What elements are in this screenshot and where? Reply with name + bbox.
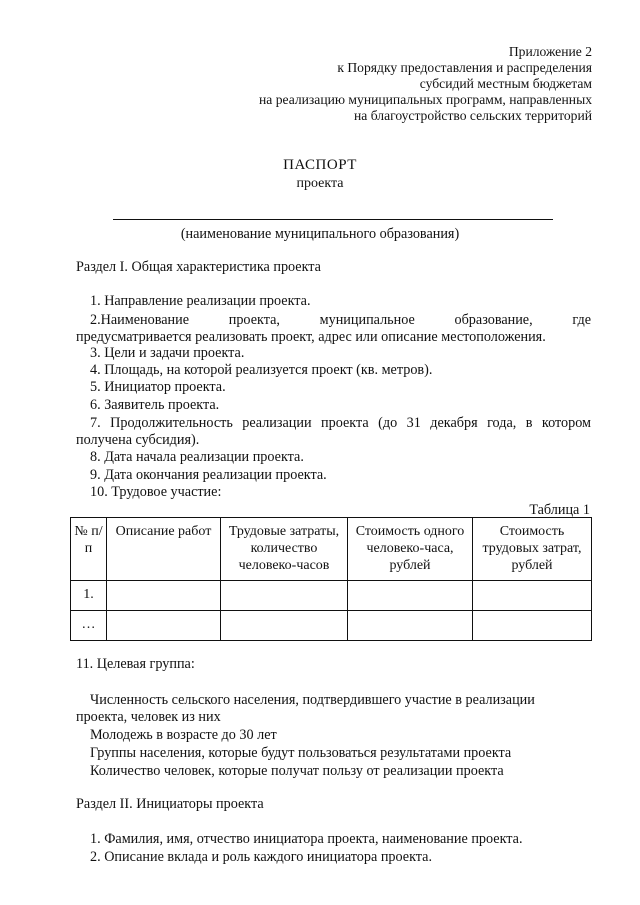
item-text: 6. Заявитель проекта.	[90, 397, 220, 413]
list-item	[76, 484, 591, 501]
list-item	[76, 379, 591, 396]
target-group-heading: 11. Целевая группа:	[76, 656, 195, 672]
list-item	[76, 312, 591, 346]
cell-num: 1.	[71, 581, 107, 611]
appendix-line: к Порядку предоставления и распределения	[337, 60, 592, 75]
cell-total-cost	[473, 611, 592, 641]
appendix-line: на реализацию муниципальных программ, направленных	[259, 92, 592, 107]
list-item	[76, 397, 591, 414]
paragraph-text: проекта, человек из них	[76, 709, 221, 725]
target-group-youth	[76, 727, 591, 744]
document-title: ПАСПОРТ	[283, 157, 357, 173]
section-1-heading: Раздел I. Общая характеристика проекта	[76, 259, 321, 275]
list-item	[76, 345, 591, 362]
appendix-line: субсидий местным бюджетам	[419, 76, 592, 91]
list-item	[76, 449, 591, 466]
header-labor: Трудовые затраты, количество человеко-часов	[221, 518, 348, 581]
appendix-line: на благоустройство сельских территорий	[354, 108, 592, 123]
cell-labor	[221, 611, 348, 641]
table-row	[71, 611, 592, 641]
target-group-population	[76, 692, 591, 726]
section-2-heading: Раздел II. Инициаторы проекта	[76, 796, 264, 812]
header-hour-cost: Стоимость одного человеко-часа, рублей	[348, 518, 473, 581]
item-text: 9. Дата окончания реализации проекта.	[90, 467, 327, 483]
header-total-cost: Стоимость трудовых затрат, рублей	[473, 518, 592, 581]
table-row	[71, 581, 592, 611]
cell-hour-cost	[348, 611, 473, 641]
item-text: 5. Инициатор проекта.	[90, 379, 226, 395]
list-item	[76, 293, 591, 310]
municipality-name-caption: (наименование муниципального образования)	[180, 226, 460, 242]
cell-labor	[221, 581, 348, 611]
cell-hour-cost	[348, 581, 473, 611]
table-header-row	[71, 518, 592, 581]
cell-num: …	[71, 611, 107, 641]
appendix-note	[259, 44, 592, 124]
item-text: 10. Трудовое участие:	[90, 484, 222, 500]
cell-work	[107, 581, 221, 611]
item-text: предусматривается реализовать проект, адрес или описание местоположения.	[76, 329, 546, 345]
labor-participation-table	[70, 517, 592, 641]
item-text: 1. Направление реализации проекта.	[90, 293, 311, 309]
municipality-name-line	[113, 219, 553, 220]
item-text: 8. Дата начала реализации проекта.	[90, 449, 304, 465]
item-text: 1. Фамилия, имя, отчество инициатора проекта, наименование проекта.	[90, 831, 523, 847]
paragraph-text: Молодежь в возрасте до 30 лет	[90, 727, 277, 743]
item-text: 2. Описание вклада и роль каждого инициатора проекта.	[90, 849, 432, 865]
list-item	[76, 415, 591, 449]
target-group-users	[76, 745, 591, 762]
table-caption: Таблица 1	[529, 502, 590, 518]
header-work: Описание работ	[107, 518, 221, 581]
document-subtitle: проекта	[296, 176, 344, 191]
item-text: 2.Наименование проекта, муниципальное образование, где	[90, 312, 591, 328]
list-item	[76, 849, 591, 866]
paragraph-text: Группы населения, которые будут пользоваться результатами проекта	[90, 745, 512, 761]
item-text: 7. Продолжительность реализации проекта (до 31 декабря года, в котором	[90, 415, 591, 431]
header-num: № п/п	[71, 518, 107, 581]
list-item	[76, 467, 591, 484]
cell-work	[107, 611, 221, 641]
item-text: 3. Цели и задачи проекта.	[90, 345, 245, 361]
paragraph-text: Численность сельского населения, подтвердившего участие в реализации	[90, 692, 535, 708]
list-item	[76, 362, 591, 379]
item-text: получена субсидия).	[76, 432, 200, 448]
item-text: 4. Площадь, на которой реализуется проект (кв. метров).	[90, 362, 433, 378]
target-group-beneficiaries	[76, 763, 591, 780]
list-item	[76, 831, 591, 848]
paragraph-text: Количество человек, которые получат пользу от реализации проекта	[90, 763, 504, 779]
cell-total-cost	[473, 581, 592, 611]
appendix-line: Приложение 2	[508, 44, 592, 59]
